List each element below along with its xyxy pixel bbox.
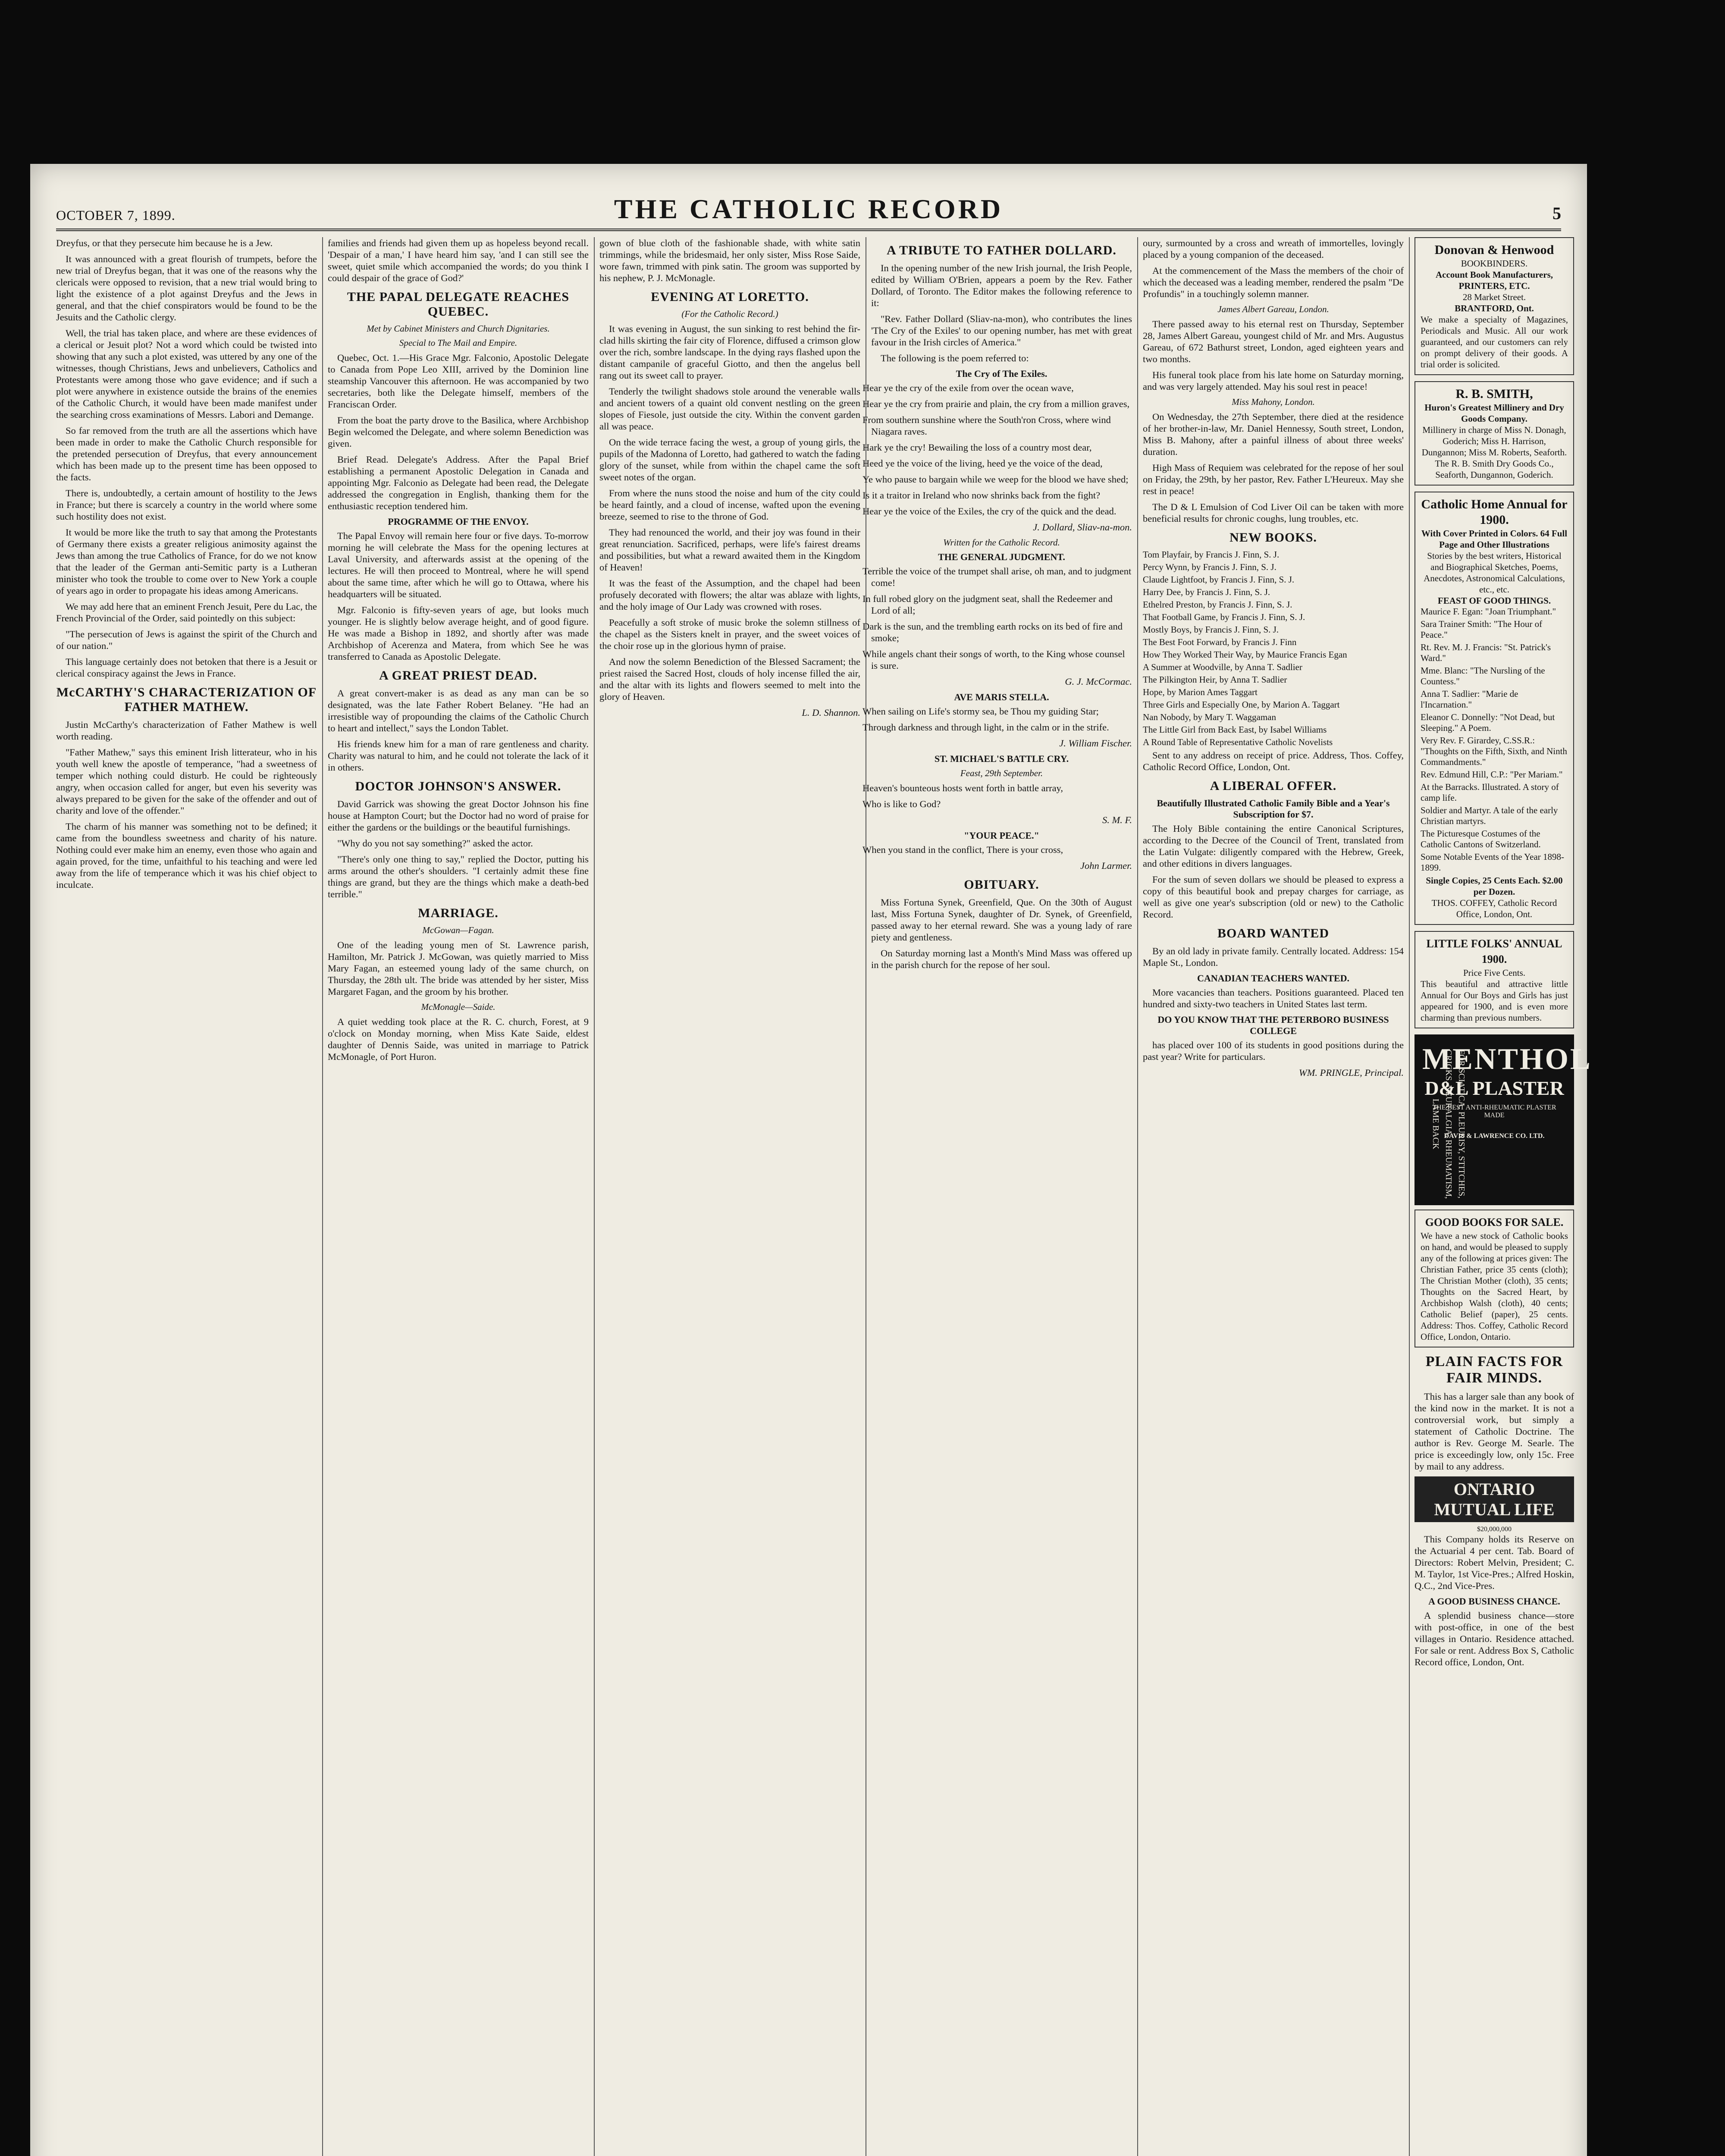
column-2 <box>328 237 589 2156</box>
ad-subheading: D&L PLASTER <box>1424 1077 1564 1099</box>
ad-heading: Catholic Home Annual for 1900. <box>1421 497 1568 527</box>
paragraph: It was the feast of the Assumption, and the chapel had been profusely decorated with flowers; the altar was ablaze with lights, and the holy image of Our Lady was crowned with roses. <box>599 578 860 612</box>
article-headline: McCARTHY'S CHARACTERIZATION OF FATHER MATHEW. <box>56 685 317 714</box>
paragraph: There passed away to his eternal rest on Thursday, September 28, James Albert Gareau, youngest child of Mr. and Mrs. Augustus Gareau, of 672 Bathurst street, London, aged eighteen years and two months. <box>1143 319 1404 364</box>
section-heading: PROGRAMME OF THE ENVOY. <box>388 516 529 527</box>
ad-line: FEAST OF GOOD THINGS. <box>1437 595 1551 606</box>
column-4 <box>862 237 1132 2156</box>
paragraph: Mgr. Falconio is fifty-seven years of age, but looks much younger. He is slightly below average height, and of good figure. He was made a Bishop in 1892, and shortly after was made Archbishop of Acerenza and Matera, from which See he was transferred to Canada as Apostolic Delegate. <box>328 605 589 662</box>
ad-heading: R. B. SMITH, <box>1455 387 1533 401</box>
paragraph: oury, surmounted by a cross and wreath of immortelles, lovingly placed by a young companion of the deceased. <box>1143 238 1404 260</box>
article-headline: A GREAT PRIEST DEAD. <box>379 668 537 683</box>
paragraph: From where the nuns stood the noise and hum of the city could be heard faintly, and a cloud of incense, wafted upon the evening breeze, seemed to rise to the throne of God. <box>599 488 860 522</box>
list-item: That Football Game, by Francis J. Finn, S. J. <box>1143 612 1305 622</box>
book-list <box>1143 549 1404 748</box>
ad-line: With Cover Printed in Colors. 64 Full Page and Other Illustrations <box>1421 528 1568 550</box>
list-item: At the Barracks. Illustrated. A story of camp life. <box>1421 782 1559 803</box>
classified-ad: has placed over 100 of its students in good positions during the past year? Write for particulars. <box>1143 1040 1404 1062</box>
poem-line: While angels chant their songs of worth, to the King whose counsel is sure. <box>862 649 1125 671</box>
paragraph: Justin McCarthy's characterization of Father Mathew is well worth reading. <box>56 719 317 742</box>
list-item: Sara Trainer Smith: "The Hour of Peace." <box>1421 619 1543 640</box>
section-headline: NEW BOOKS. <box>1229 530 1317 545</box>
paragraph: Miss Fortuna Synek, Greenfield, Que. On the 30th of August last, Miss Fortuna Synek, daughter of Dr. Synek, of Greenfield, passed away to her eternal reward. She was a young lady of rare piety and gentleness. <box>871 897 1132 943</box>
paragraph: Quebec, Oct. 1.—His Grace Mgr. Falconio, Apostolic Delegate to Canada from Pope Leo XIII, arrived by the Dominion line steamship Vancouver this afternoon. He was accompanied by two secretaries, both like the Delegate himself, members of the Franciscan Order. <box>328 352 589 410</box>
ad-line: Huron's Greatest Millinery and Dry Goods Company. <box>1424 402 1564 424</box>
ad-text: We have a new stock of Catholic books on hand, and would be pleased to supply any of the following at prices given: The Christian Father, price 35 cents (cloth); The Christian Mother (cloth), 35 cents; Thoughts on the Sacred Heart, by Archbishop Walsh (cloth), 40 cents; Catholic Belief (paper), 25 cents. Address: Thos. Coffey, Catholic Record Office, London, Ontario. <box>1421 1231 1568 1342</box>
poem-line: Heed ye the voice of the living, heed ye the voice of the dead, <box>862 458 1103 469</box>
article-headline: EVENING AT LORETTO. <box>651 290 809 304</box>
poem-title: AVE MARIS STELLA. <box>954 692 1049 702</box>
column-1 <box>56 237 317 2156</box>
column-divider <box>1137 237 1138 2156</box>
poem-title: THE GENERAL JUDGMENT. <box>938 552 1065 562</box>
poem-line: Is it a traitor in Ireland who now shrinks back from the fight? <box>862 490 1101 501</box>
ad-side-text: FOR SCIATICA, PLEURISY, STITCHES, CRICKS, NEURALGIA, RHEUMATISM, LAME BACK <box>1431 1049 1466 1199</box>
newspaper-page <box>30 164 1592 2156</box>
ad-text: This Company holds its Reserve on the Actuarial 4 per cent. Tab. Board of Directors: Robert Melvin, President; C. M. Taylor, 1st Vice-Pres.; Alfred Hoskin, Q.C., 2nd Vice-Pres. <box>1414 1534 1574 1591</box>
ad-line: PRINTERS, ETC. <box>1458 281 1530 291</box>
paragraph: For the sum of seven dollars we should be pleased to express a copy of this beautiful book and prepay charges for carriage, as well as give one year's subscription (old or new) to the Catholic Record. <box>1143 874 1404 920</box>
list-item: Soldier and Martyr. A tale of the early Christian martyrs. <box>1421 805 1558 826</box>
advertisement-text: The D & L Emulsion of Cod Liver Oil can be taken with more beneficial results for chronic coughs, lung troubles, etc. <box>1143 501 1404 524</box>
poem-line: Terrible the voice of the trumpet shall arise, oh man, and to judgment come! <box>862 566 1132 588</box>
poem-line: In full robed glory on the judgment seat, shall the Redeemer and Lord of all; <box>862 593 1113 616</box>
paragraph: Well, the trial has taken place, and where are these evidences of a clerical or Jesuit plot? Not a word which could be twisted into showing that any such a plot existed, was uttered by any one of the witnesses, though Christians, Jews and unbelievers, Catholics and Protestants were among those who gave evidence; and if such a plot were anywhere in existence outside the brains of the enemies of the Catholic Church, it would have been made manifest under the searching cross examinations of Messrs. Labori and Demange. <box>56 328 317 420</box>
list-item: The Pilkington Heir, by Anna T. Sadlier <box>1143 674 1287 685</box>
author-signature: L. D. Shannon. <box>802 707 860 718</box>
poem-line: Hear ye the cry of the exile from over the ocean wave, <box>862 382 1074 393</box>
paragraph: This language certainly does not betoken that there is a Jesuit or clerical conspiracy against the Jews in France. <box>56 656 317 679</box>
list-item: Mostly Boys, by Francis J. Finn, S. J. <box>1143 624 1279 635</box>
ad-line: DAVIS & LAWRENCE CO. LTD. <box>1444 1132 1545 1140</box>
paragraph: In the opening number of the new Irish journal, the Irish People, edited by William O'Brien, appears a poem by the Rev. Father Dollard, of Toronto. The Editor makes the following reference to it: <box>871 263 1132 308</box>
paragraph: One of the leading young men of St. Lawrence parish, Hamilton, Mr. Patrick J. McGowan, was quietly married to Miss Mary Fagan, an esteemed young lady of the same church, on Thursday, the 28th ult. The bride was attended by her sister, Miss Margaret Fagan, and the groom by his brother. <box>328 940 589 997</box>
author-signature: S. M. F. <box>1102 815 1132 825</box>
paragraph: The Holy Bible containing the entire Canonical Scriptures, according to the Decree of the Council of Trent, translated from the Latin Vulgate: diligently compared with the Hebrew, Greek, and other editions in divers languages. <box>1143 823 1404 869</box>
article-headline: A TRIBUTE TO FATHER DOLLARD. <box>887 243 1117 257</box>
column-5 <box>1143 237 1404 2156</box>
paragraph: It would be more like the truth to say that among the Protestants of Germany there exists a greater religious animosity against the Jews than among the true Catholics of France, for do we not know that the leader of the German anti-Semitic party is a Lutheran minister who took the trouble to come over to New York a couple of years ago in order to propagate his ideas among Americans. <box>56 527 317 596</box>
column-divider <box>594 237 595 2156</box>
poem-line: Through darkness and through light, in the calm or in the strife. <box>862 722 1109 733</box>
ad-menthol-plaster <box>1414 1034 1592 1205</box>
paragraph: We may add here that an eminent French Jesuit, Pere du Lac, the French Provincial of the Order, said pointedly on this subject: <box>56 601 317 624</box>
ad-text: This has a larger sale than any book of the kind now in the market. It is not a controversial work, but simply a statement of Catholic Doctrine. The author is Rev. George M. Searle. The price is exceedingly low, only 15c. Free by mail to any address. <box>1414 1391 1574 1472</box>
poem-line: Hark ye the cry! Bewailing the loss of a country most dear, <box>862 442 1092 453</box>
paragraph: Tenderly the twilight shadows stole around the venerable walls and ancient towers of a quaint old convent nestling on the green slopes of Fiesole, just outside the city. Within the convent garden all was peace. <box>599 386 860 432</box>
poem-subtitle: Feast, 29th September. <box>960 768 1043 778</box>
list-item: A Summer at Woodville, by Anna T. Sadlier <box>1143 662 1302 672</box>
article-headline: THE PAPAL DELEGATE REACHES QUEBEC. <box>347 290 570 319</box>
article-headline: DOCTOR JOHNSON'S ANSWER. <box>355 779 561 793</box>
section-headline: BOARD WANTED <box>1217 926 1329 940</box>
paragraph: At the commencement of the Mass the members of the choir of which the deceased was a leading member, rendered the psalm "De Profundis" in a touchingly solemn manner. <box>1143 265 1404 299</box>
paragraph: David Garrick was showing the great Doctor Johnson his fine house at Hampton Court; but the Doctor had no word of praise for either the gardens or the buildings or the beautiful furnishings. <box>328 799 589 833</box>
column-3 <box>599 237 860 2156</box>
list-item: Nan Nobody, by Mary T. Waggaman <box>1143 712 1276 722</box>
ad-line: THE BEST ANTI-RHEUMATIC PLASTER MADE <box>1432 1104 1556 1119</box>
list-item: Three Girls and Especially One, by Marion A. Taggart <box>1143 699 1340 710</box>
article-subheadline: McMonagle—Saide. <box>421 1002 496 1012</box>
issue-date: OCTOBER 7, 1899. <box>56 207 176 223</box>
paragraph: Brief Read. Delegate's Address. After the Papal Brief establishing a permanent Apostolic Delegation in Canada and appointing Mgr. Falconio as Delegate had been read, the Delegate addressed the congregation in English, thanking them for the enthusiastic reception tendered him. <box>328 454 589 511</box>
ad-heading: GOOD BOOKS FOR SALE. <box>1425 1216 1564 1228</box>
ad-line: BRANTFORD, Ont. <box>1455 303 1534 313</box>
paragraph: They had renounced the world, and their joy was found in their great renunciation. Sacrificed, perhaps, were life's fairest dreams and possibilities, but what a reward awaited them in the Kingdom of Heaven! <box>599 527 860 573</box>
list-item: The Best Foot Forward, by Francis J. Finn <box>1143 637 1297 647</box>
classified-ad: More vacancies than teachers. Positions guaranteed. Placed ten hundred and sixty-two teachers in United States last term. <box>1143 987 1404 1009</box>
article-headline: MARRIAGE. <box>418 906 499 920</box>
paragraph: On Saturday morning last a Month's Mind Mass was offered up in the parish church for the repose of her soul. <box>871 948 1132 970</box>
paragraph: On the wide terrace facing the west, a group of young girls, the pupils of the Madonna of Loretto, had gathered to watch the fading glory of the sunset, while from within the chapel came the soft sweet notes of the organ. <box>599 437 860 483</box>
byline-note: Written for the Catholic Record. <box>943 537 1060 548</box>
quote: "The persecution of Jews is against the spirit of the Church and of our nation." <box>56 629 317 651</box>
column-divider <box>1409 237 1410 2156</box>
ad-text: This beautiful and attractive little Annual for Our Boys and Girls has just appeared for 1900, and is even more charming than previous numbers. <box>1421 979 1568 1023</box>
masthead <box>56 181 1561 231</box>
ad-text: The R. B. Smith Dry Goods Co., Seaforth, Dungannon, Goderich. <box>1435 458 1554 480</box>
poem-line: Who is like to God? <box>862 799 941 809</box>
list-item: Rt. Rev. M. J. Francis: "St. Patrick's Ward." <box>1421 642 1551 663</box>
list-item: How They Worked Their Way, by Maurice Francis Egan <box>1143 649 1347 660</box>
list-item: Percy Wynn, by Francis J. Finn, S. J. <box>1143 562 1276 572</box>
paragraph: A great convert-maker is as dead as any man can be so designated, was the late Father Robert Belaney. "He had an irresistible way of propounding the claims of the Catholic Church to heart and intellect," says the London Tablet. <box>328 688 589 733</box>
ad-price: Price Five Cents. <box>1463 968 1526 978</box>
list-item: Hope, by Marion Ames Taggart <box>1143 687 1258 697</box>
ad-catholic-home-annual <box>1414 492 1574 925</box>
newspaper-title: THE CATHOLIC RECORD <box>614 194 1004 224</box>
poem-line: Hear ye the voice of the Exiles, the cry of the quick and the dead. <box>862 506 1117 517</box>
paragraph: And now the solemn Benediction of the Blessed Sacrament; the priest raised the Sacred Host, clouds of holy incense filled the air, and the altar with its lights and flowers seemed to melt into the glory of Heaven. <box>599 656 860 702</box>
article-subheadline: McGowan—Fagan. <box>422 925 494 935</box>
list-item: Harry Dee, by Francis J. Finn, S. J. <box>1143 587 1270 597</box>
poem-line: Hear ye the cry from prairie and plain, the cry from a million graves, <box>862 398 1130 409</box>
paragraph: On Wednesday, the 27th September, there died at the residence of her brother-in-law, Mr. Daniel Hennessy, South street, London, Miss B. Mahony, after a painful illness of about three weeks' duration. <box>1143 411 1404 457</box>
ad-ontario-mutual: ONTARIO MUTUAL LIFE <box>1414 1476 1574 1522</box>
paragraph: It was evening in August, the sun sinking to rest behind the fir-clad hills skirting the fair city of Florence, diffused a crimson glow over the rich, sombre landscape. In the dying rays flashed upon the distant campanile of graceful Giotto, and then the angelus bell rang out its sweet call to prayer. <box>599 323 860 381</box>
paragraph: gown of blue cloth of the fashionable shade, with white satin trimmings, while the bridesmaid, her only sister, Miss Rose Saide, wore fawn, trimmed with pink satin. The groom was supported by his nephew, P. J. McMonagle. <box>599 238 860 283</box>
author-signature: John Larmer. <box>1080 860 1132 871</box>
poem-line: Dark is the sun, and the trembling earth rocks on its bed of fire and smoke; <box>862 621 1123 643</box>
dateline: Special to The Mail and Empire. <box>399 338 518 348</box>
author-signature: WM. PRINGLE, Principal. <box>1298 1067 1404 1078</box>
obituary-name: James Albert Gareau, London. <box>1217 304 1329 314</box>
column-6-ads <box>1414 237 1592 2156</box>
ad-little-folks-annual <box>1414 931 1574 1028</box>
poem-title: ST. MICHAEL'S BATTLE CRY. <box>934 753 1069 764</box>
paragraph: High Mass of Requiem was celebrated for the repose of her soul on Friday, the 29th, by her pastor, Rev. Father L'Heureux. May she rest in peace! <box>1143 462 1404 496</box>
ad-rb-smith <box>1414 381 1574 486</box>
ad-heading: LITTLE FOLKS' ANNUAL 1900. <box>1426 937 1562 965</box>
author-signature: G. J. McCormac. <box>1065 676 1132 687</box>
classified-ad: By an old lady in private family. Centrally located. Address: 154 Maple St., London. <box>1143 946 1404 968</box>
ad-good-books <box>1414 1210 1574 1348</box>
poem-title: "YOUR PEACE." <box>964 830 1039 841</box>
paragraph: The Papal Envoy will remain here four or five days. To-morrow morning he will celebrate the Mass for the opening lectures at Laval University, and afterwards assist at the opening of the lectures. He will then proceed to Montreal, where he will spend about the same time, after which he will go to Ottawa, where his headquarters will be situated. <box>328 530 589 599</box>
list-item: Ethelred Preston, by Francis J. Finn, S. J. <box>1143 599 1292 610</box>
ad-heading: PLAIN FACTS FOR FAIR MINDS. <box>1425 1354 1563 1386</box>
paragraph: There is, undoubtedly, a certain amount of hostility to the Jews in France; but there is scarcely a country in the world where some such hostility does not exist. <box>56 488 317 522</box>
section-headline: CANADIAN TEACHERS WANTED. <box>1197 973 1350 984</box>
ad-text: Millinery in charge of Miss N. Donagh, Goderich; Miss H. Harrison, Dungannon; Miss M. Roberts, Seaforth. <box>1421 425 1567 458</box>
poem-line: Ye who pause to bargain while we weep for the blood we have shed; <box>862 474 1129 485</box>
section-headline: DO YOU KNOW THAT THE PETERBORO BUSINESS COLLEGE <box>1157 1014 1389 1036</box>
paragraph: From the boat the party drove to the Basilica, where Archbishop Begin welcomed the Delegate, and where solemn Benediction was given. <box>328 415 589 449</box>
list-item: Maurice F. Egan: "Joan Triumphant." <box>1421 606 1556 617</box>
paragraph: Dreyfus, or that they persecute him because he is a Jew. <box>56 238 273 248</box>
paragraph: His funeral took place from his late home on Saturday morning, and was very largely attended. May his soul rest in peace! <box>1143 370 1404 392</box>
list-item: Very Rev. F. Girardey, C.SS.R.: "Thoughts on the Fifth, Sixth, and Ninth Commandments." <box>1421 735 1567 767</box>
paragraph: It was announced with a great flourish of trumpets, before the new trial of Dreyfus began, that it was one of the reasons why the clericals were opposed to revision, that a new trial would bring to light the existence of a plot against Dreyfus and the Jews in general, and that the chief conspirators would be found to be the Jesuits and the Catholic clergy. <box>56 254 317 323</box>
ad-heading: Donovan & Henwood <box>1434 243 1554 257</box>
offer-subheading: Beautifully Illustrated Catholic Family Bible and a Year's Subscription for $7. <box>1157 798 1390 820</box>
poem-title: The Cry of The Exiles. <box>956 368 1048 379</box>
ad-text: We make a specialty of Magazines, Periodicals and Music. All our work guaranteed, and our customers can rely on prompt delivery of their goods. A trial order is solicited. <box>1421 314 1568 370</box>
list-item: Some Notable Events of the Year 1898-1899. <box>1421 852 1565 873</box>
paragraph: "There's only one thing to say," replied the Doctor, putting his arms around the other's shoulders. "I certainly admit these fine things are grand, but they are the things which make a death-bed terrible." <box>328 854 589 899</box>
paragraph: Peacefully a soft stroke of music broke the solemn stillness of the chapel as the Sisters knelt in prayer, and the sweet voices of the choir rose up in the glorious hymn of praise. <box>599 617 860 651</box>
poem-line: Heaven's bounteous hosts went forth in battle array, <box>862 783 1063 793</box>
byline-note: (For the Catholic Record.) <box>681 309 778 319</box>
list-item: A Round Table of Representative Catholic Novelists <box>1143 737 1333 747</box>
paragraph: "Rev. Father Dollard (Sliav-na-mon), who contributes the lines 'The Cry of the Exiles' to our opening number, has met with great favour in the Irish circles of America." <box>871 313 1132 348</box>
list-item: The Little Girl from Back East, by Isabel Williams <box>1143 724 1327 735</box>
obituary-name: Miss Mahony, London. <box>1232 397 1315 407</box>
article-subheadline: Met by Cabinet Ministers and Church Dignitaries. <box>367 323 550 334</box>
ad-text: Stories by the best writers, Historical and Biographical Sketches, Poems, Anecdotes, Astronomical Calculations, etc., etc. <box>1424 551 1565 595</box>
poem-line: When you stand in the conflict, There is your cross, <box>862 844 1063 855</box>
list-item: Anna T. Sadlier: "Marie de l'Incarnation." <box>1421 689 1518 710</box>
ad-amount: $20,000,000 <box>1477 1526 1512 1533</box>
author-signature: J. Dollard, Sliav-na-mon. <box>1033 522 1132 533</box>
poem-line: From southern sunshine where the South'ron Cross, where wind Niagara raves. <box>862 414 1111 437</box>
ad-donovan-henwood <box>1414 237 1574 375</box>
ad-line: 28 Market Street. <box>1462 292 1526 302</box>
list-item: Tom Playfair, by Francis J. Finn, S. J. <box>1143 549 1280 560</box>
paragraph: "Father Mathew," says this eminent Irish litterateur, who in his youth well knew the apostle of temperance, "had a sweetness of temper which nothing could disturb. He could be righteously angry, when occasion called for anger, but even his severity was always prepared to be given for the sake of the offender and out of charity and love of the offender." <box>56 747 317 816</box>
poem-line: When sailing on Life's stormy sea, be Thou my guiding Star; <box>862 706 1099 717</box>
list-item: Mme. Blanc: "The Nursling of the Countess." <box>1421 665 1545 686</box>
paragraph: families and friends had given them up as hopeless beyond recall. 'Despair of a man,' I have heard him say, 'and I can still see the sweet, quiet smile which accompanied the words; do you think I could despair of the grace of God?' <box>328 238 589 283</box>
ad-heading: A GOOD BUSINESS CHANCE. <box>1428 1596 1560 1607</box>
paragraph: "Why do you not say something?" asked the actor. <box>337 838 533 849</box>
annual-contents <box>1421 606 1568 873</box>
ad-line: BOOKBINDERS. <box>1461 258 1528 269</box>
list-item: Eleanor C. Donnelly: "Not Dead, but Sleeping." A Poem. <box>1421 712 1555 733</box>
ad-heading: MENTHOL <box>1422 1043 1592 1076</box>
paragraph: So far removed from the truth are all the assertions which have been made in order to make the Catholic Church responsible for the pretended persecution of Dreyfus, that every announcement which has been made up to the present time has been opposed to the facts. <box>56 425 317 483</box>
paragraph: His friends knew him for a man of rare gentleness and charity. Charity was natural to him, and he could not tolerate the lack of it in others. <box>328 739 589 773</box>
page-number: 5 <box>1552 204 1561 223</box>
order-note: Sent to any address on receipt of price. Address, Thos. Coffey, Catholic Record Office, London, Ont. <box>1143 750 1404 772</box>
ad-price: Single Copies, 25 Cents Each. $2.00 per Dozen. <box>1426 875 1563 897</box>
list-item: Claude Lightfoot, by Francis J. Finn, S. J. <box>1143 574 1295 585</box>
ad-line: Account Book Manufacturers, <box>1435 270 1553 280</box>
ad-address: THOS. COFFEY, Catholic Record Office, London, Ont. <box>1431 898 1557 919</box>
author-signature: J. William Fischer. <box>1059 738 1132 749</box>
list-item: The Picturesque Costumes of the Catholic Cantons of Switzerland. <box>1421 828 1541 849</box>
ad-text: A splendid business chance—store with post-office, in one of the best villages in Ontario. Residence attached. For sale or rent. Address Box S, Catholic Record office, London, Ont. <box>1414 1610 1574 1667</box>
article-headline: OBITUARY. <box>964 877 1039 892</box>
paragraph: The following is the poem referred to: <box>881 353 1029 364</box>
column-divider <box>322 237 323 2156</box>
list-item: Rev. Edmund Hill, C.P.: "Per Mariam." <box>1421 769 1563 780</box>
paragraph: A quiet wedding took place at the R. C. church, Forest, at 9 o'clock on Monday morning, when Miss Kate Saide, eldest daughter of Dennis Saide, was united in marriage to Patrick McMonagle, of Port Huron. <box>328 1016 589 1062</box>
section-headline: A LIBERAL OFFER. <box>1210 779 1337 793</box>
paragraph: The charm of his manner was something not to be defined; it came from the boundless sweetness and charity of his nature. Nothing could ever make him an enemy, even those who again and again proved, for the time, unfaithful to his teaching and were led away from the life of temperance which it was his chief object to inculcate. <box>56 821 317 890</box>
